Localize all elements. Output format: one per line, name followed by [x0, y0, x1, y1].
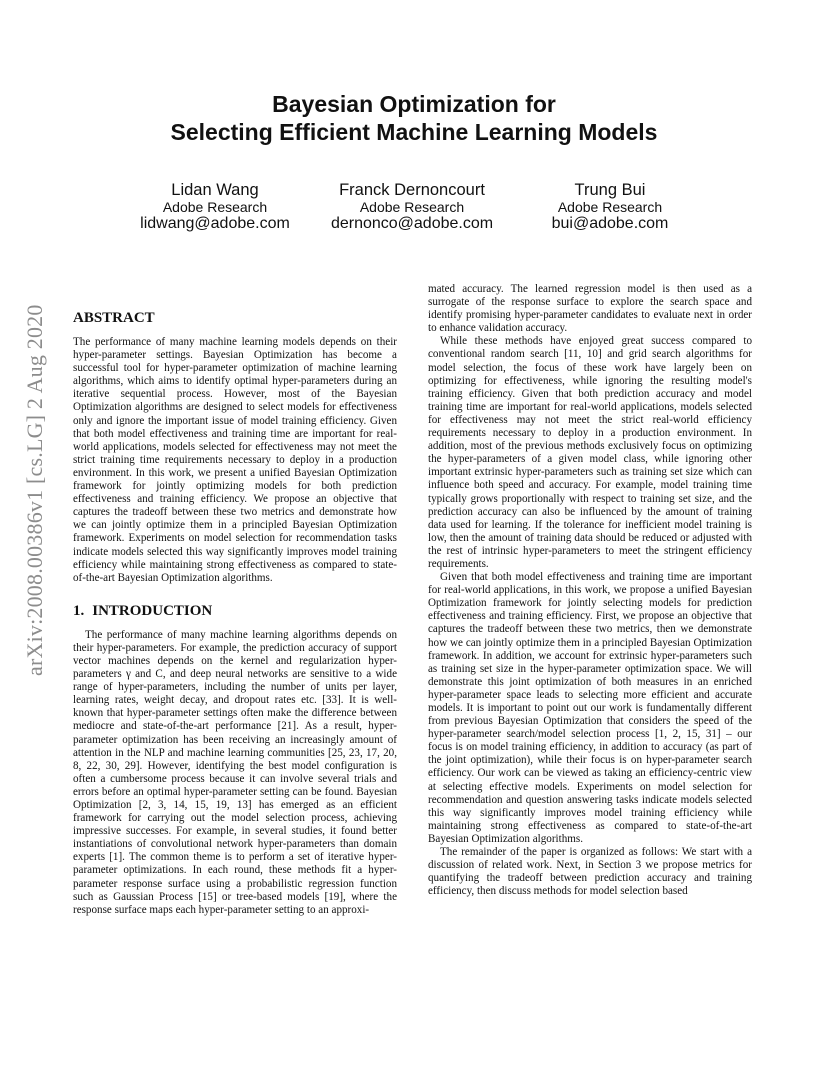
arxiv-stamp: arXiv:2008.00386v1 [cs.LG] 2 Aug 2020	[22, 304, 47, 676]
abstract-text: The performance of many machine learning models depends on their hyper-parameter settings. Bayesian Optimization has become a successful tool for hyper-parameter optimization of machine learning algorithms, which aims to identify optimal hyper-parameters during an iterative sequential process. However, most of the Bayesian Optimization algorithms are designed to select models for effectiveness only and ignore the important issue of model training efficiency. Given that both model effectiveness and training time are important for real-world applications, models selected for effectiveness may not meet the strict training time requirements necessary to deploy in a production environment. In this work, we present a unified Bayesian Optimization framework for jointly optimizing models for both prediction effectiveness and training efficiency. We propose an objective that captures the tradeoff between these two metrics and demonstrate how we can jointly optimize them in a principled Bayesian Optimization framework. Experiments on model selection for recommendation tasks indicate models selected this way significantly improves model training efficiency while maintaining strong effectiveness as compared to state-of-the-art Bayesian Optimization algorithms.	[73, 336, 397, 584]
paragraph: Given that both model effectiveness and training time are important for real-world applications, in this work, we propose a unified Bayesian Optimization framework for jointly selecting models for prediction effectiveness and training efficiency. First, we propose an objective that captures the tradeoff between these two metrics, then we demonstrate how we can jointly optimize them in a principled Bayesian Optimization framework. In addition, we account for extrinsic hyper-parameters such as training set size in the hyper-parameter optimization space. We will demonstrate this joint optimization of both measures in an enriched hyper-parameter space leads to selecting more efficient and accurate models. It is important to point out our work is fundamentally different from previous Bayesian Optimization that considers the speed of the hyper-parameter search/model selection process [1, 2, 15, 31] – our focus is on model training efficiency, in addition to accuracy (as part of the joint optimization), while their focus is on hyper-parameter search efficiency. Our work can be viewed as taking an efficiency-centric view at selecting effective models. Experiments on model selection for recommendation and question answering tasks indicate models selected this way significantly improves model training efficiency while maintaining strong effectiveness as compared to state-of-the-art Bayesian Optimization algorithms.	[428, 571, 752, 845]
author-affiliation: Adobe Research	[359, 199, 465, 215]
paragraph: While these methods have enjoyed great success compared to conventional random search [11, 10] and grid search algorithms for model selection, the focus of these work have largely been on optimizing for effectiveness, while ignoring the resulting model's training efficiency. Given that both prediction accuracy and model training time are important for real-world applications, models selected for effectiveness may not meet the strict real-world efficiency requirements necessary to deploy in a production environment. In addition, most of the previous methods exclusively focus on optimizing the hyper-parameters of a given model class, while ignoring other important extrinsic hyper-parameters such as training set size which can influence both speed and accuracy. For example, model training time typically grows proportionally with respect to training set size, and the prediction accuracy can also be influenced by the amount of training data used for learning. If the tolerance for inefficient model training is low, then the amount of training data should be reduced or adjusted with the rest of intrinsic hyper-parameters to meet the stringent efficiency requirements.	[428, 335, 752, 570]
author-block	[312, 181, 512, 232]
author-email: bui@adobe.com	[551, 215, 669, 232]
author-email: dernonco@adobe.com	[330, 215, 494, 232]
author-name: Trung Bui	[574, 181, 646, 199]
author-affiliation: Adobe Research	[557, 199, 663, 215]
author-block	[510, 181, 710, 232]
author-block	[115, 181, 315, 232]
section-heading	[73, 602, 397, 620]
section-number: 1.	[73, 602, 85, 619]
author-name: Franck Dernoncourt	[339, 181, 485, 199]
author-affiliation: Adobe Research	[162, 199, 268, 215]
author-name: Lidan Wang	[171, 181, 259, 199]
title-line-1: Bayesian Optimization for	[272, 91, 556, 117]
paper-title	[0, 90, 828, 146]
paragraph: mated accuracy. The learned regression model is then used as a surrogate of the response surface to explore the search space and identify promising hyper-parameter candidates to evaluate next in order to enhance validation accuracy.	[428, 283, 752, 335]
paragraph: The remainder of the paper is organized as follows: We start with a discussion of related work. Next, in Section 3 we propose metrics for quantifying the tradeoff between prediction accuracy and training efficiency, then discuss methods for model selection based	[428, 846, 752, 898]
left-column	[73, 309, 397, 917]
section-title: INTRODUCTION	[92, 602, 213, 619]
author-email: lidwang@adobe.com	[140, 215, 290, 232]
paragraph: The performance of many machine learning algorithms depends on their hyper-parameters. For example, the prediction accuracy of support vector machines depends on the kernel and regularization hyper-parameters γ and C, and deep neural networks are sensitive to a wide range of hyper-parameters, including the number of units per layer, learning rates, weight decay, and dropout rates etc. [33]. It is well-known that hyper-parameter settings often make the difference between mediocre and state-of-the-art performance [21]. As a result, hyper-parameter optimization has been receiving an increasingly amount of attention in the NLP and machine learning communities [25, 23, 17, 20, 8, 22, 30, 29]. However, identifying the best model configuration is often a cumbersome process because it can involve several trials and errors before an optimal hyper-parameter setting can be found. Bayesian Optimization [2, 3, 14, 15, 19, 13] has emerged as an efficient framework for carrying out the model selection process, achieving impressive successes. For example, in several studies, it found better instantiations of convolutional network hyper-parameters than domain experts [1]. The common theme is to perform a set of iterative hyper-parameter optimizations. In each round, these methods fit a hyper-parameter response surface using a probabilistic regression function such as Gaussian Process [15] or tree-based models [19], where the response surface maps each hyper-parameter setting to an approxi-	[73, 628, 397, 916]
abstract-heading: ABSTRACT	[73, 310, 155, 326]
right-column	[428, 283, 752, 898]
title-line-2: Selecting Efficient Machine Learning Models	[170, 119, 658, 145]
